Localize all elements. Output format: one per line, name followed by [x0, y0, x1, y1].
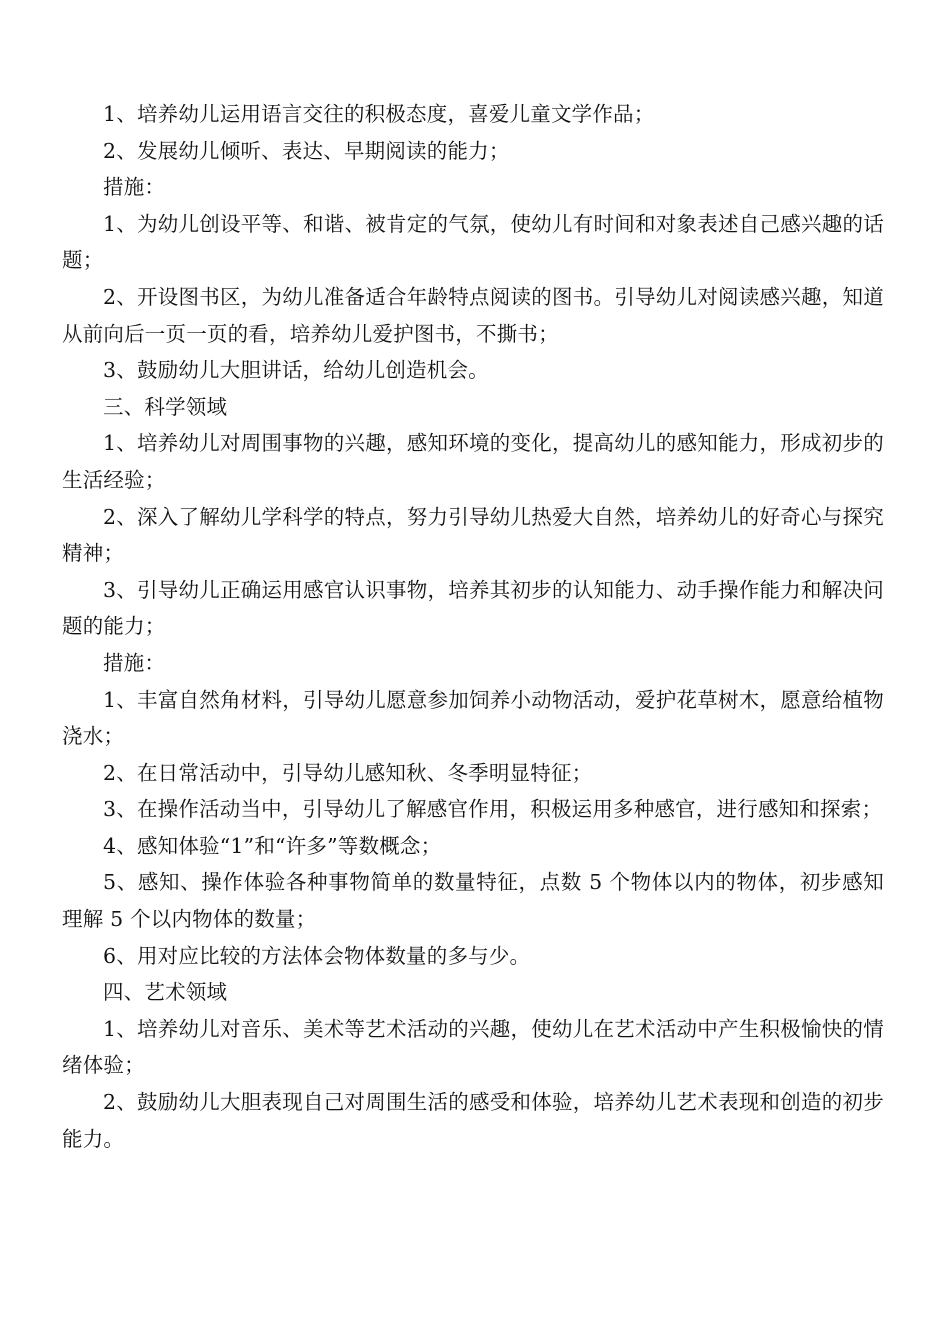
paragraph-language-goal-1: 1、培养幼儿运用语言交往的积极态度，喜爱儿童文学作品；	[103, 102, 655, 126]
paragraph-science-measure-3: 3、在操作活动当中，引导幼儿了解感官作用，积极运用多种感官，进行感知和探索；	[103, 797, 883, 822]
paragraph-science-goal-2: 2、深入了解幼儿学科学的特点，努力引导幼儿热爱大自然，培养幼儿的好奇心与探究精神；	[62, 504, 884, 566]
paragraph-science-goal-3: 3、引导幼儿正确运用感官认识事物，培养其初步的认知能力、动手操作能力和解决问题的能力；	[62, 577, 884, 639]
paragraph-language-measure-1: 1、为幼儿创设平等、和谐、被肯定的气氛，使幼儿有时间和对象表述自己感兴趣的话题；	[62, 211, 884, 273]
paragraph-measures-heading: 措施：	[103, 175, 166, 200]
paragraph-science-goal-1: 1、培养幼儿对周围事物的兴趣，感知环境的变化，提高幼儿的感知能力，形成初步的生活经验；	[62, 431, 884, 492]
document-page	[62, 96, 884, 1157]
paragraph-science-measure-5: 5、感知、操作体验各种事物简单的数量特征，点数 5 个物体以内的物体，初步感知理解 5 个以内物体的数量；	[62, 870, 884, 932]
paragraph-science-measure-2: 2、在日常活动中，引导幼儿感知秋、冬季明显特征；	[103, 760, 593, 785]
paragraph-science-measure-1: 1、丰富自然角材料，引导幼儿愿意参加饲养小动物活动，爱护花草树木，愿意给植物浇水；	[62, 687, 884, 749]
paragraph-art-goal-1: 1、培养幼儿对音乐、美术等艺术活动的兴趣，使幼儿在艺术活动中产生积极愉快的情绪体验；	[62, 1016, 884, 1078]
paragraph-art-goal-2: 2、鼓励幼儿大胆表现自己对周围生活的感受和体验，培养幼儿艺术表现和创造的初步能力。	[62, 1090, 884, 1151]
paragraph-science-measure-4: 4、感知体验“1”和“许多”等数概念；	[103, 833, 442, 858]
paragraph-measures-heading: 措施：	[103, 650, 166, 675]
section-heading-science: 三、科学领域	[103, 394, 228, 419]
paragraph-language-measure-3: 3、鼓励幼儿大胆讲话，给幼儿创造机会。	[103, 358, 489, 383]
section-heading-art: 四、艺术领域	[103, 980, 228, 1005]
paragraph-science-measure-6: 6、用对应比较的方法体会物体数量的多与少。	[103, 943, 531, 968]
paragraph-language-goal-2: 2、发展幼儿倾听、表达、早期阅读的能力；	[103, 138, 510, 163]
paragraph-language-measure-2: 2、开设图书区，为幼儿准备适合年龄特点阅读的图书。引导幼儿对阅读感兴趣，知道从前向后一页一页的看，培养幼儿爱护图书，不撕书；	[62, 284, 884, 346]
